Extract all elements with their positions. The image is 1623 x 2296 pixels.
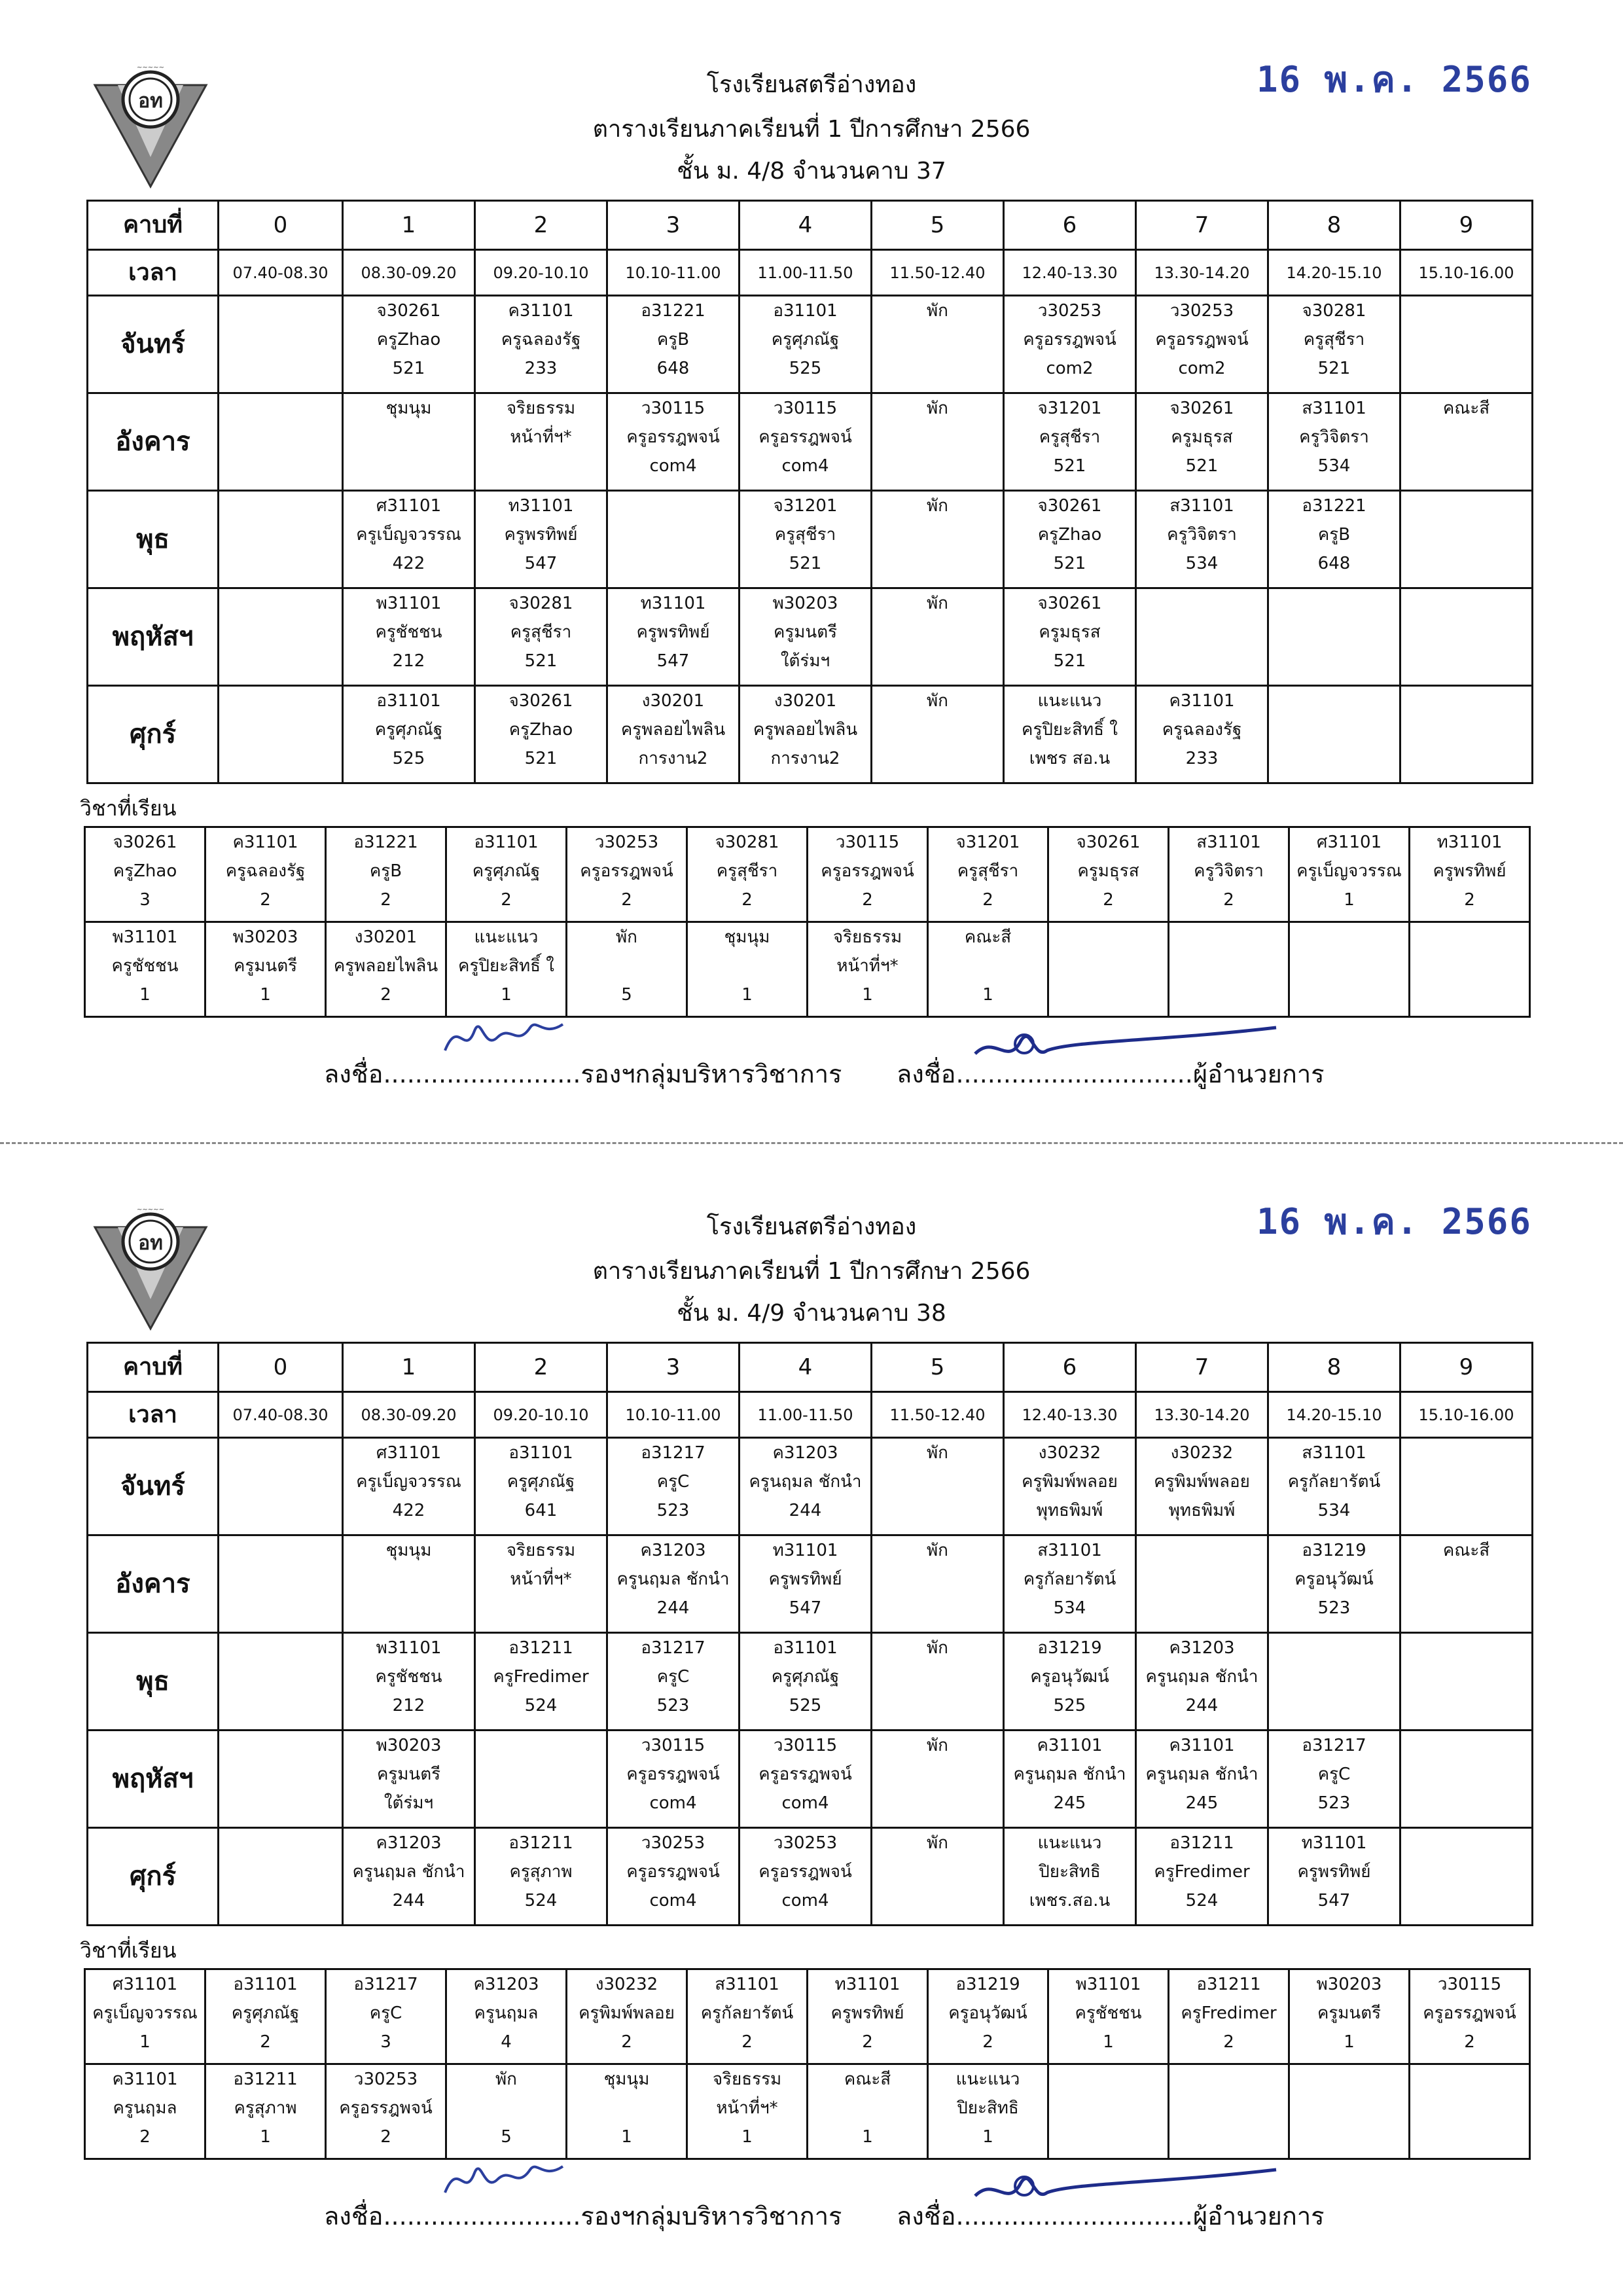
timetable-cell: ท31101 ครูพรทิพย์ 547 (1268, 1828, 1400, 1926)
timetable-cell (219, 491, 343, 588)
timetable-cell (1400, 686, 1533, 783)
subject-cell: จริยธรรม หน้าที่ฯ* 1 (687, 2064, 808, 2159)
timetable-cell: พ30203 ครูมนตรี ใต้ร่มฯ (740, 588, 872, 686)
time-slot: 10.10-11.00 (607, 250, 740, 296)
vice-director-signature-line: ลงชื่อ.........................รองฯกลุ่มบริหารวิชาการ (324, 1060, 842, 1088)
subject-cell: พ30203 ครูมนตรี 1 (205, 922, 326, 1017)
period-header: 2 (475, 201, 607, 250)
subjects-table (84, 826, 1531, 1018)
subject-cell: แนะแนว ปิยะสิทธิ 1 (928, 2064, 1048, 2159)
period-header: 7 (1136, 201, 1268, 250)
subject-cell: คณะสี 1 (928, 922, 1048, 1017)
period-header: 1 (343, 1343, 475, 1392)
time-slot: 12.40-13.30 (1004, 1392, 1136, 1438)
subjects-label: วิชาที่เรียน (80, 796, 177, 821)
time-slot: 11.00-11.50 (740, 250, 872, 296)
timetable-cell (1400, 1731, 1533, 1828)
timetable-cell (219, 686, 343, 783)
subject-cell: ศ31101 ครูเบ็ญจวรรณ 1 (1289, 827, 1410, 922)
subject-cell: พ31101 ครูชัชชน 1 (1048, 1969, 1169, 2064)
timetable-cell: แนะแนว ปิยะสิทธิ เพชร.สอ.น (1004, 1828, 1136, 1926)
timetable-cell: แนะแนว ครูปิยะสิทธิ์ ใ เพชร สอ.น (1004, 686, 1136, 783)
timetable-cell: ว30253 ครูอรรฎพจน์ com4 (607, 1828, 740, 1926)
subject-cell: อ31211 ครูFredimer 2 (1169, 1969, 1289, 2064)
subject-cell (1169, 922, 1289, 1017)
timetable-cell: พัก (872, 686, 1004, 783)
timetable-cell (1268, 588, 1400, 686)
date-stamp: 16 พ.ค. 2566 (1257, 59, 1532, 100)
timetable-cell: ว30253 ครูอรรฎพจน์ com4 (740, 1828, 872, 1926)
timetable-cell: ท31101 ครูพรทิพย์ 547 (475, 491, 607, 588)
timetable-cell: คณะสี (1400, 393, 1533, 491)
period-header: 4 (740, 201, 872, 250)
period-header: 0 (219, 201, 343, 250)
time-label: เวลา (88, 250, 219, 296)
subject-cell: ส31101 ครูกัลยารัตน์ 2 (687, 1969, 808, 2064)
date-stamp: 16 พ.ค. 2566 (1257, 1201, 1532, 1242)
timetable-cell: พัก (872, 588, 1004, 686)
time-slot: 12.40-13.30 (1004, 250, 1136, 296)
timetable-cell (219, 1535, 343, 1633)
timetable-cell: ง30201 ครูพลอยไพลิน การงาน2 (607, 686, 740, 783)
timetable-cell: ส31101 ครูกัลยารัตน์ 534 (1268, 1438, 1400, 1535)
timetable-cell: จ30261 ครูZhao 521 (475, 686, 607, 783)
timetable-cell: ชุมนุม (343, 393, 475, 491)
term-title: ตารางเรียนภาคเรียนที่ 1 ปีการศึกษา 2566 (592, 116, 1031, 143)
timetable-cell (1400, 588, 1533, 686)
timetable-cell: ค31101 ครูนฤมล ชักนำ 245 (1136, 1731, 1268, 1828)
subject-cell (1048, 2064, 1169, 2159)
subjects-table (84, 1968, 1531, 2160)
subject-cell: พัก 5 (567, 922, 687, 1017)
timetable-cell: จ31201 ครูสุชีรา 521 (740, 491, 872, 588)
timetable-cell (1400, 296, 1533, 393)
timetable-cell: ว30115 ครูอรรฎพจน์ com4 (740, 393, 872, 491)
time-slot: 07.40-08.30 (219, 1392, 343, 1438)
timetable-cell: พัก (872, 1633, 1004, 1731)
subject-cell: พ30203 ครูมนตรี 1 (1289, 1969, 1410, 2064)
period-header: 8 (1268, 1343, 1400, 1392)
timetable-cell (1400, 1828, 1533, 1926)
timetable-cell: จ30261 ครูมธุรส 521 (1004, 588, 1136, 686)
day-label: อังคาร (88, 1535, 219, 1633)
timetable-cell: ค31101 ครูฉลองรัฐ 233 (1136, 686, 1268, 783)
term-title: ตารางเรียนภาคเรียนที่ 1 ปีการศึกษา 2566 (592, 1258, 1031, 1285)
timetable-cell (219, 296, 343, 393)
timetable-cell (607, 491, 740, 588)
timetable-cell (1268, 1633, 1400, 1731)
class-info: ชั้น ม. 4/9 จำนวนคาบ 38 (677, 1300, 946, 1327)
timetable-cell (219, 393, 343, 491)
director-signature-line: ลงชื่อ..............................ผู้อำนวยการ (897, 1060, 1325, 1088)
time-slot: 08.30-09.20 (343, 250, 475, 296)
subject-cell: อ31101 ครูศุภณัฐ 2 (205, 1969, 326, 2064)
subject-cell: อ31217 ครูC 3 (326, 1969, 446, 2064)
timetable-cell (219, 1633, 343, 1731)
day-label: ศุกร์ (88, 1828, 219, 1926)
timetable-cell: พัก (872, 393, 1004, 491)
director-signature-line: ลงชื่อ..............................ผู้อำนวยการ (897, 2202, 1325, 2231)
timetable-cell: ว30115 ครูอรรฎพจน์ com4 (607, 393, 740, 491)
subject-cell: ท31101 ครูพรทิพย์ 2 (808, 1969, 928, 2064)
time-label: เวลา (88, 1392, 219, 1438)
subjects-label: วิชาที่เรียน (80, 1938, 177, 1963)
timetable-cell: ค31203 ครูนฤมล ชักนำ 244 (607, 1535, 740, 1633)
period-header: 4 (740, 1343, 872, 1392)
timetable-cell: ท31101 ครูพรทิพย์ 547 (607, 588, 740, 686)
timetable-cell: พ31101 ครูชัชชน 212 (343, 588, 475, 686)
day-label: พุธ (88, 491, 219, 588)
period-header: 5 (872, 1343, 1004, 1392)
timetable-cell (1268, 686, 1400, 783)
timetable-cell: พัก (872, 491, 1004, 588)
subject-cell: ว30253 ครูอรรฎพจน์ 2 (326, 2064, 446, 2159)
timetable-cell: พัก (872, 1731, 1004, 1828)
subject-cell: ศ31101 ครูเบ็ญจวรรณ 1 (85, 1969, 205, 2064)
timetable-cell: ค31101 ครูฉลองรัฐ 233 (475, 296, 607, 393)
vice-director-signature (438, 2153, 569, 2208)
subject-cell: คณะสี 1 (808, 2064, 928, 2159)
period-header: 6 (1004, 201, 1136, 250)
timetable-cell: ชุมนุม (343, 1535, 475, 1633)
timetable-cell: อ31221 ครูB 648 (607, 296, 740, 393)
school-name: โรงเรียนสตรีอ่างทอง (706, 1213, 917, 1240)
time-slot: 13.30-14.20 (1136, 1392, 1268, 1438)
subject-cell: ง30232 ครูพิมพ์พลอย 2 (567, 1969, 687, 2064)
timetable-cell: อ31219 ครูอนุวัฒน์ 525 (1004, 1633, 1136, 1731)
day-label: จันทร์ (88, 1438, 219, 1535)
timetable-cell (1136, 588, 1268, 686)
subject-cell: ค31101 ครูนฤมล 2 (85, 2064, 205, 2159)
timetable (86, 200, 1533, 784)
time-slot: 11.50-12.40 (872, 250, 1004, 296)
subject-cell: ส31101 ครูวิจิตรา 2 (1169, 827, 1289, 922)
subject-cell: ว30115 ครูอรรฎพจน์ 2 (1410, 1969, 1530, 2064)
period-label: คาบที่ (88, 201, 219, 250)
period-header: 5 (872, 201, 1004, 250)
timetable-cell: พ30203 ครูมนตรี ใต้ร่มฯ (343, 1731, 475, 1828)
time-slot: 10.10-11.00 (607, 1392, 740, 1438)
subject-cell: จ31201 ครูสุชีรา 2 (928, 827, 1048, 922)
timetable-cell: อ31101 ครูศุภณัฐ 525 (740, 1633, 872, 1731)
timetable-cell: ค31203 ครูนฤมล ชักนำ 244 (1136, 1633, 1268, 1731)
time-slot: 07.40-08.30 (219, 250, 343, 296)
timetable-cell: พ31101 ครูชัชชน 212 (343, 1633, 475, 1731)
timetable-cell: ท31101 ครูพรทิพย์ 547 (740, 1535, 872, 1633)
timetable-cell: อ31101 ครูศุภณัฐ 641 (475, 1438, 607, 1535)
period-header: 6 (1004, 1343, 1136, 1392)
time-slot: 11.50-12.40 (872, 1392, 1004, 1438)
svg-text:อท: อท (138, 90, 163, 113)
timetable-cell: จริยธรรม หน้าที่ฯ* (475, 393, 607, 491)
timetable-cell: ส31101 ครูวิจิตรา 534 (1136, 491, 1268, 588)
period-header: 7 (1136, 1343, 1268, 1392)
subject-cell: ว30115 ครูอรรฎพจน์ 2 (808, 827, 928, 922)
subject-cell (1169, 2064, 1289, 2159)
timetable-cell (475, 1731, 607, 1828)
subject-cell (1289, 922, 1410, 1017)
day-label: ศุกร์ (88, 686, 219, 783)
timetable-cell: ศ31101 ครูเบ็ญจวรรณ 422 (343, 491, 475, 588)
timetable-cell: พัก (872, 1828, 1004, 1926)
time-slot: 08.30-09.20 (343, 1392, 475, 1438)
subject-cell: จ30281 ครูสุชีรา 2 (687, 827, 808, 922)
timetable-cell (219, 1731, 343, 1828)
timetable-cell: จ30281 ครูสุชีรา 521 (475, 588, 607, 686)
timetable-cell: พัก (872, 296, 1004, 393)
timetable-cell: ส31101 ครูกัลยารัตน์ 534 (1004, 1535, 1136, 1633)
timetable-sheet-2 (0, 1142, 1623, 2281)
period-label: คาบที่ (88, 1343, 219, 1392)
timetable-cell (219, 588, 343, 686)
director-signature (969, 1021, 1283, 1076)
timetable-cell (219, 1828, 343, 1926)
timetable-cell: ค31101 ครูนฤมล ชักนำ 245 (1004, 1731, 1136, 1828)
timetable-cell: ศ31101 ครูเบ็ญจวรรณ 422 (343, 1438, 475, 1535)
period-header: 3 (607, 201, 740, 250)
timetable-cell: ว30253 ครูอรรฎพจน์ com2 (1136, 296, 1268, 393)
timetable-cell: อ31217 ครูC 523 (607, 1438, 740, 1535)
day-label: พฤหัสฯ (88, 1731, 219, 1828)
vice-director-signature-line: ลงชื่อ.........................รองฯกลุ่มบริหารวิชาการ (324, 2202, 842, 2231)
time-slot: 14.20-15.10 (1268, 250, 1400, 296)
period-header: 8 (1268, 201, 1400, 250)
timetable-cell: อ31219 ครูอนุวัฒน์ 523 (1268, 1535, 1400, 1633)
timetable-cell: ง30201 ครูพลอยไพลิน การงาน2 (740, 686, 872, 783)
svg-text:~~~~~: ~~~~~ (137, 64, 164, 71)
timetable-cell: อ31101 ครูศุภณัฐ 525 (740, 296, 872, 393)
subject-cell (1410, 2064, 1530, 2159)
subject-cell: จ30261 ครูZhao 3 (85, 827, 205, 922)
director-signature (969, 2163, 1283, 2218)
timetable-cell: จ30261 ครูZhao 521 (343, 296, 475, 393)
subject-cell (1410, 922, 1530, 1017)
timetable-cell: จ30261 ครูZhao 521 (1004, 491, 1136, 588)
cut-line (0, 1142, 1623, 1144)
timetable-cell: อ31101 ครูศุภณัฐ 525 (343, 686, 475, 783)
day-label: อังคาร (88, 393, 219, 491)
timetable-sheet-1 (0, 0, 1623, 1139)
timetable-cell: จ30281 ครูสุชีรา 521 (1268, 296, 1400, 393)
period-header: 1 (343, 201, 475, 250)
subject-cell: ท31101 ครูพรทิพย์ 2 (1410, 827, 1530, 922)
subject-cell: ค31101 ครูฉลองรัฐ 2 (205, 827, 326, 922)
time-slot: 09.20-10.10 (475, 1392, 607, 1438)
period-header: 9 (1400, 1343, 1533, 1392)
svg-text:อท: อท (138, 1232, 163, 1255)
subject-cell: ชุมนุม 1 (567, 2064, 687, 2159)
timetable-cell: อ31221 ครูB 648 (1268, 491, 1400, 588)
time-slot: 15.10-16.00 (1400, 1392, 1533, 1438)
subject-cell: พ31101 ครูชัชชน 1 (85, 922, 205, 1017)
timetable-cell: อ31217 ครูC 523 (607, 1633, 740, 1731)
timetable-cell: พัก (872, 1535, 1004, 1633)
subject-cell: อ31211 ครูสุภาพ 1 (205, 2064, 326, 2159)
time-slot: 14.20-15.10 (1268, 1392, 1400, 1438)
day-label: จันทร์ (88, 296, 219, 393)
timetable-cell: จ31201 ครูสุชีรา 521 (1004, 393, 1136, 491)
period-header: 3 (607, 1343, 740, 1392)
time-slot: 11.00-11.50 (740, 1392, 872, 1438)
period-header: 2 (475, 1343, 607, 1392)
timetable (86, 1342, 1533, 1926)
school-name: โรงเรียนสตรีอ่างทอง (706, 71, 917, 98)
subject-cell: แนะแนว ครูปิยะสิทธิ์ ใ 1 (446, 922, 567, 1017)
timetable-cell (1400, 1633, 1533, 1731)
timetable-cell: อ31211 ครูFredimer 524 (1136, 1828, 1268, 1926)
timetable-cell: อ31217 ครูC 523 (1268, 1731, 1400, 1828)
subject-cell: ง30201 ครูพลอยไพลิน 2 (326, 922, 446, 1017)
subject-cell: อ31219 ครูอนุวัฒน์ 2 (928, 1969, 1048, 2064)
subject-cell: อ31221 ครูB 2 (326, 827, 446, 922)
subject-cell: ชุมนุม 1 (687, 922, 808, 1017)
timetable-cell (219, 1438, 343, 1535)
timetable-cell: ส31101 ครูวิจิตรา 534 (1268, 393, 1400, 491)
vice-director-signature (438, 1011, 569, 1066)
timetable-cell: พัก (872, 1438, 1004, 1535)
timetable-cell (1136, 1535, 1268, 1633)
class-info: ชั้น ม. 4/8 จำนวนคาบ 37 (677, 158, 946, 185)
period-header: 9 (1400, 201, 1533, 250)
timetable-cell: ว30115 ครูอรรฎพจน์ com4 (740, 1731, 872, 1828)
timetable-cell: ค31203 ครูนฤมล ชักนำ 244 (343, 1828, 475, 1926)
period-header: 0 (219, 1343, 343, 1392)
subject-cell: อ31101 ครูศุภณัฐ 2 (446, 827, 567, 922)
timetable-cell: ง30232 ครูพิมพ์พลอย พุทธพิมพ์ (1004, 1438, 1136, 1535)
subject-cell (1048, 922, 1169, 1017)
subject-cell: พัก 5 (446, 2064, 567, 2159)
subject-cell: จ30261 ครูมธุรส 2 (1048, 827, 1169, 922)
time-slot: 15.10-16.00 (1400, 250, 1533, 296)
subject-cell: ว30253 ครูอรรฎพจน์ 2 (567, 827, 687, 922)
day-label: พุธ (88, 1633, 219, 1731)
time-slot: 09.20-10.10 (475, 250, 607, 296)
timetable-cell: อ31211 ครูสุภาพ 524 (475, 1828, 607, 1926)
timetable-cell: จริยธรรม หน้าที่ฯ* (475, 1535, 607, 1633)
subject-cell: ค31203 ครูนฤมล 4 (446, 1969, 567, 2064)
timetable-cell: ค31203 ครูนฤมล ชักนำ 244 (740, 1438, 872, 1535)
timetable-cell: ว30115 ครูอรรฎพจน์ com4 (607, 1731, 740, 1828)
timetable-cell: ว30253 ครูอรรฎพจน์ com2 (1004, 296, 1136, 393)
timetable-cell: ง30232 ครูพิมพ์พลอย พุทธพิมพ์ (1136, 1438, 1268, 1535)
svg-text:~~~~~: ~~~~~ (137, 1206, 164, 1213)
timetable-cell (1400, 1438, 1533, 1535)
timetable-cell (1400, 491, 1533, 588)
timetable-cell: คณะสี (1400, 1535, 1533, 1633)
subject-cell: จริยธรรม หน้าที่ฯ* 1 (808, 922, 928, 1017)
timetable-cell: อ31211 ครูFredimer 524 (475, 1633, 607, 1731)
day-label: พฤหัสฯ (88, 588, 219, 686)
time-slot: 13.30-14.20 (1136, 250, 1268, 296)
subject-cell (1289, 2064, 1410, 2159)
timetable-cell: จ30261 ครูมธุรส 521 (1136, 393, 1268, 491)
